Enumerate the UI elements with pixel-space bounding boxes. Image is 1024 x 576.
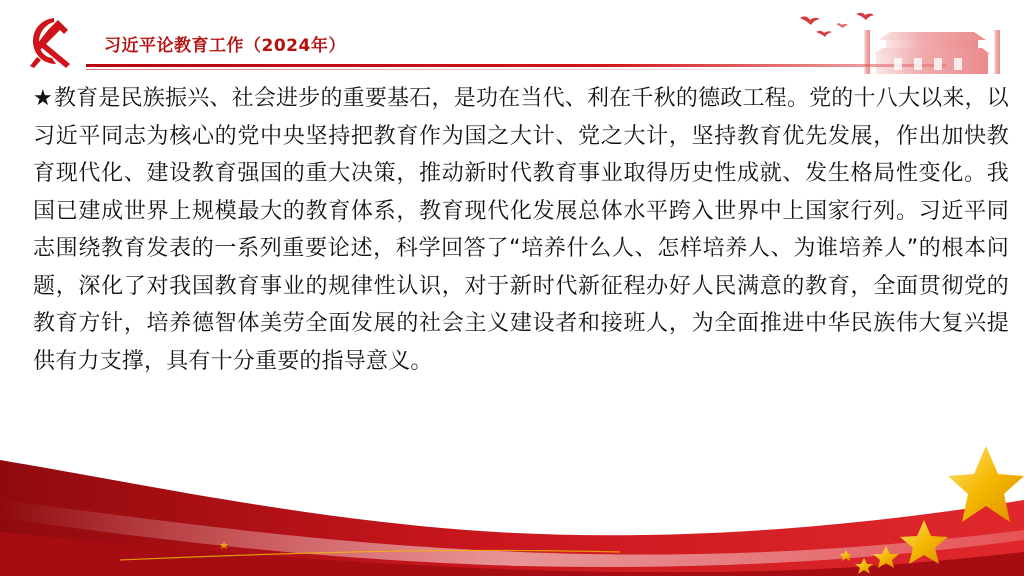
header-divider-thin [86, 69, 866, 70]
paragraph-text: 教育是民族振兴、社会进步的重要基石，是功在当代、利在千秋的德政工程。党的十八大以来，以习近平同志为核心的党中央坚持把教育作为国之大计、党之大计，坚持教育优先发展，作出加快教育现代化、建设教育强国的重大决策，推动新时代教育事业取得历史性成就、发生格局性变化。我国已建成世界上规模最大的教育体系，教育现代化发展总体水平跨入世界中上国家行列。习近平同志围绕教育发表的一系列重要论述，科学回答了“培养什么人、怎样培养人、为谁培养人”的根本问题，深化了对我国教育事业的规律性认识，对于新时代新征程办好人民满意的教育，全面贯彻党的教育方针，培养德智体美劳全面发展的社会主义建设者和接班人，为全面推进中华民族伟大复兴提供有力支撑，具有十分重要的指导意义。 [33, 86, 1009, 374]
tiananmen-banner-image [786, 10, 1006, 80]
golden-stars-decoration [804, 446, 1024, 576]
star-bullet-icon: ★ [33, 86, 53, 111]
hammer-and-sickle-icon [24, 12, 84, 72]
page-title: 习近平论教育工作（2024年） [104, 36, 346, 56]
body-paragraph [33, 80, 1009, 380]
